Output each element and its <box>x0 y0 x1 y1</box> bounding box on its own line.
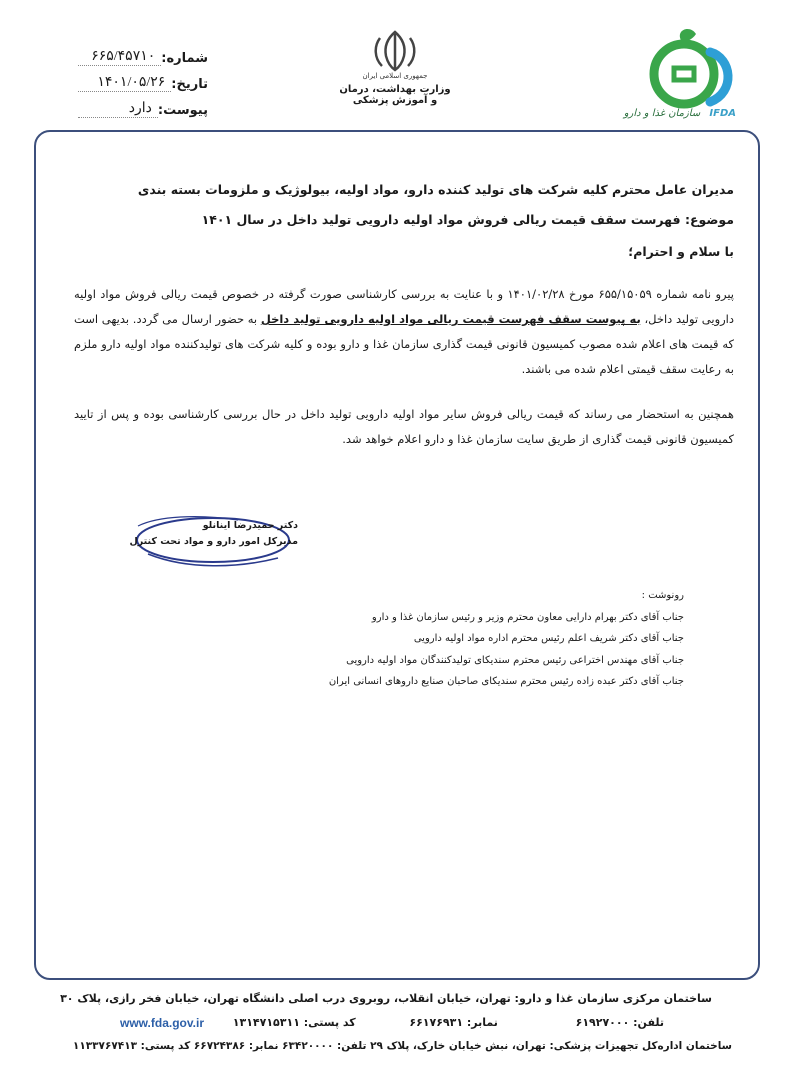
cc-item: جناب آقای مهندس اختراعی رئیس محترم سندیکای تولیدکنندگان مواد اولیه دارویی <box>346 654 684 666</box>
footer-postal-code: کد پستی: ۱۳۱۴۷۱۵۳۱۱ <box>232 1016 356 1029</box>
signature-block <box>128 514 298 574</box>
cc-item: جناب آقای دکتر عبده زاده رئیس محترم سندیکای صاحبان صنایع داروهای انسانی ایران <box>328 676 684 687</box>
cc-item: جناب آقای دکتر بهرام دارایی معاون محترم وزیر و رئیس سازمان غذا و دارو <box>371 611 684 623</box>
ministry-line3: و آموزش پزشکی <box>352 95 438 106</box>
date-label: تاریخ: <box>171 77 208 92</box>
number-value: ۶۶۵/۴۵۷۱۰ <box>78 48 161 66</box>
letter-recipient: مدیران عامل محترم کلیه شرکت های تولید کننده دارو، مواد اولیه، بیولوژیک و ملزومات بسته بندی <box>137 182 734 197</box>
number-row <box>78 40 208 66</box>
paragraph-1-part-2: به حضور ارسال می گردد. بدیهی است که قیمت های اعلام شده مصوب کمیسیون قانونی قیمت گذاری سازمان غذا و دارو بوده و کلیه شرکت های تولیدکننده مواد اولیه دارو ملزم به رعایت سقف قیمتی اعلام شده می باشند. <box>74 312 734 376</box>
paragraph-1-part-1: پیرو نامه شماره ۶۵۵/۱۵۰۵۹ مورخ ۱۴۰۱/۰۲/۲۸ و با عنایت به بررسی کارشناسی صورت گرفته در خصوص قیمت ریالی فروش مواد اولیه دارویی تولید داخل، <box>74 287 735 326</box>
signer <box>129 518 298 550</box>
letter-meta <box>78 40 208 118</box>
attachment-value: دارد <box>78 100 158 118</box>
letter-subject: موضوع: فهرست سقف قیمت ریالی فروش مواد اولیه دارویی تولید داخل در سال ۱۴۰۱ <box>201 212 734 227</box>
attachment-label: پیوست: <box>157 103 208 118</box>
paragraph-1-highlight: به پیوست سقف فهرست قیمت ریالی مواد اولیه دارویی تولید داخل <box>260 312 641 326</box>
date-value: ۱۴۰۱/۰۵/۲۶ <box>78 74 171 92</box>
footer-phone: تلفن: ۶۱۹۲۷۰۰۰ <box>575 1016 664 1029</box>
iran-emblem <box>370 28 420 74</box>
ministry-line1: جمهوری اسلامی ایران <box>362 72 428 80</box>
fda-caption-fa: سازمان غذا و دارو <box>623 108 701 119</box>
date-row <box>78 66 208 92</box>
fda-caption <box>624 108 736 119</box>
footer-contacts <box>233 1016 664 1029</box>
letter-greeting: با سلام و احترام؛ <box>628 244 734 259</box>
cc-title: رونوشت : <box>641 590 684 601</box>
footer-address-equipment: ساختمان اداره‌کل تجهیزات پزشکی: تهران، نبش خیابان خارک، پلاک ۲۹ تلفن: ۶۳۴۲۰۰۰۰ نمابر: ۶۶۷۲۴۳۸۶ کد پستی: ۱۱۳۳۷۶۷۴۱۳ <box>72 1040 732 1052</box>
cc-list <box>329 585 684 693</box>
fda-caption-latin: IFDA <box>709 108 736 119</box>
ministry-line2: وزارت بهداشت، درمان <box>339 84 451 95</box>
attachment-row <box>78 92 208 118</box>
number-label: شماره: <box>161 51 208 66</box>
letter-paragraph-1 <box>74 282 734 382</box>
cc-item: جناب آقای دکتر شریف اعلم رئیس محترم اداره مواد اولیه دارویی <box>413 633 684 644</box>
signer-title: مدیرکل امور دارو و مواد تحت کنترل <box>129 536 298 547</box>
signer-name: دکتر حمیدرضا اینانلو <box>202 520 298 531</box>
footer-fax: نمابر: ۶۶۱۷۶۹۳۱ <box>409 1016 498 1029</box>
footer-website-link[interactable]: www.fda.gov.ir <box>120 1016 205 1030</box>
letter-paragraph-2: همچنین به استحضار می رساند که قیمت ریالی فروش سایر مواد اولیه دارویی تولید داخل در حال بررسی کارشناسی بوده و پس از تایید کمیسیون قانونی قیمت گذاری از طریق سایت سازمان غذا و دارو اعلام خواهد شد. <box>74 407 734 446</box>
footer-address-central: ساختمان مرکزی سازمان غذا و دارو: تهران، خیابان انقلاب، روبروی درب اصلی دانشگاه تهران، خیابان فخر رازی، پلاک ۳۰ <box>60 992 712 1005</box>
ministry-name <box>330 72 460 106</box>
